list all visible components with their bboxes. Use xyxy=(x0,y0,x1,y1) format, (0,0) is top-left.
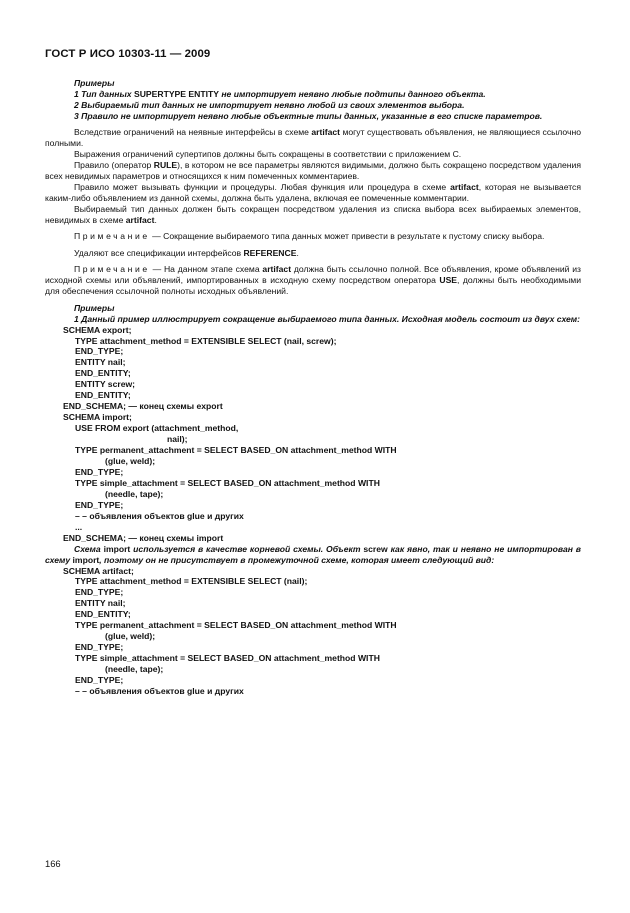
paragraph-4: Правило может вызывать функции и процедуры. Любая функция или процедура в схеме artifact, которая не вызывается каким-либо объявлением из данной схемы, должна быть удалена, включая ее помеченные комментарии. xyxy=(45,182,581,204)
code-line: END_TYPE; xyxy=(75,346,124,357)
code-line: USE FROM export (attachment_method, xyxy=(75,423,239,434)
examples-heading: Примеры xyxy=(74,78,115,88)
example-3: 3 Правило не импортирует неявно любые объектные типы данных, указанные в его списке параметров. xyxy=(74,110,543,121)
code-line: ENTITY screw; xyxy=(75,379,136,390)
code-line: TYPE simple_attachment = SELECT BASED_ON attachment_method WITH xyxy=(75,477,380,488)
paragraph-1: Вследствие ограничений на неявные интерфейсы в схеме artifact могут существовать объявления, не являющиеся ссылочно полными. xyxy=(45,127,582,149)
example-2: 2 Выбираемый тип данных не импортирует неявно любой из своих элементов выбора. xyxy=(74,99,465,110)
code-line: TYPE attachment_method = EXTENSIBLE SELECT (nail); xyxy=(75,576,308,587)
code-line: TYPE permanent_attachment = SELECT BASED_ON attachment_method WITH xyxy=(75,620,397,631)
code-line: (glue, weld); xyxy=(105,631,156,642)
paragraph-2: Выражения ограничений супертипов должны быть сокращены в соответствии с приложением С. xyxy=(74,149,462,160)
paragraph-5: Выбираемый тип данных должен быть сокращен посредством удаления из списка выбора всех выбираемых элементов, невидимых в схеме artifact. xyxy=(45,203,581,225)
example-1: 1 Тип данных SUPERTYPE ENTITY не импортирует неявно любые подтипы данного объекта. xyxy=(74,88,486,99)
code-line: nail); xyxy=(167,434,188,445)
code-line: – – объявления объектов glue и других xyxy=(75,510,244,521)
code-line: SCHEMA artifact; xyxy=(63,565,134,576)
examples-heading-2: Примеры xyxy=(74,302,115,313)
code-line: END_TYPE; xyxy=(75,499,124,510)
code-line: TYPE attachment_method = EXTENSIBLE SELECT (nail, screw); xyxy=(75,335,337,346)
code-line: ENTITY nail; xyxy=(75,598,126,609)
note-2: Примечание — На данном этапе схема artifact должна быть ссылочно полной. Все объявления, кроме объявлений из исходной схемы или объявлений, импортированных в исходную схему посредством оператора USE, должны быть необходимыми для обеспечения ссылочной полноты исходных объявлений. xyxy=(45,264,581,297)
note-1: Примечание — Сокращение выбираемого типа данных может привести в результате к пустому списку выбора. xyxy=(74,231,545,242)
code-line: END_ENTITY; xyxy=(75,609,131,620)
code-line: END_ENTITY; xyxy=(75,390,131,401)
code-line: SCHEMA export; xyxy=(63,324,132,335)
code-line: END_TYPE; xyxy=(75,675,124,686)
code-line: ENTITY nail; xyxy=(75,357,126,368)
code-line: – – объявления объектов glue и других xyxy=(75,686,244,697)
code-line: END_TYPE; xyxy=(75,642,124,653)
code-line: TYPE permanent_attachment = SELECT BASED_ON attachment_method WITH xyxy=(75,445,397,456)
code-line: END_SCHEMA; — конец схемы import xyxy=(63,532,224,543)
page-number: 166 xyxy=(45,858,61,869)
code-line: END_ENTITY; xyxy=(75,368,131,379)
code-line: ... xyxy=(75,521,83,532)
code-line: END_SCHEMA; — конец схемы export xyxy=(63,401,223,412)
code-line: SCHEMA import; xyxy=(63,412,132,423)
code-export-schema xyxy=(45,325,581,413)
code-line: TYPE simple_attachment = SELECT BASED_ON attachment_method WITH xyxy=(75,653,380,664)
example-intro: 1 Данный пример иллюстрирует сокращение выбираемого типа данных. Исходная модель состоит из двух схем: xyxy=(74,313,581,324)
page-header: ГОСТ Р ИСО 10303-11 — 2009 xyxy=(45,48,211,60)
code-line: END_TYPE; xyxy=(75,587,124,598)
code-line: (needle, tape); xyxy=(105,488,164,499)
code-import-schema xyxy=(45,412,581,543)
code-artifact-schema xyxy=(45,566,581,697)
example-midtext: Схема import используется в качестве корневой схемы. Объект screw как явно, так и неявно не импортирован в схему import, поэтому он не присутствует в промежуточной схеме, которая имеет следующий вид: xyxy=(45,543,581,565)
paragraph-6: Удаляют все спецификации интерфейсов REFERENCE. xyxy=(74,247,299,258)
code-line: (glue, weld); xyxy=(105,456,156,466)
code-line: (needle, tape); xyxy=(105,664,164,675)
code-line: END_TYPE; xyxy=(75,466,124,477)
paragraph-3: Правило (оператор RULE), в котором не все параметры являются видимыми, должно быть сокращено посредством удаления всех невидимых параметров и относящихся к ним помеченных комментариев. xyxy=(45,160,581,182)
document-body xyxy=(45,78,581,697)
